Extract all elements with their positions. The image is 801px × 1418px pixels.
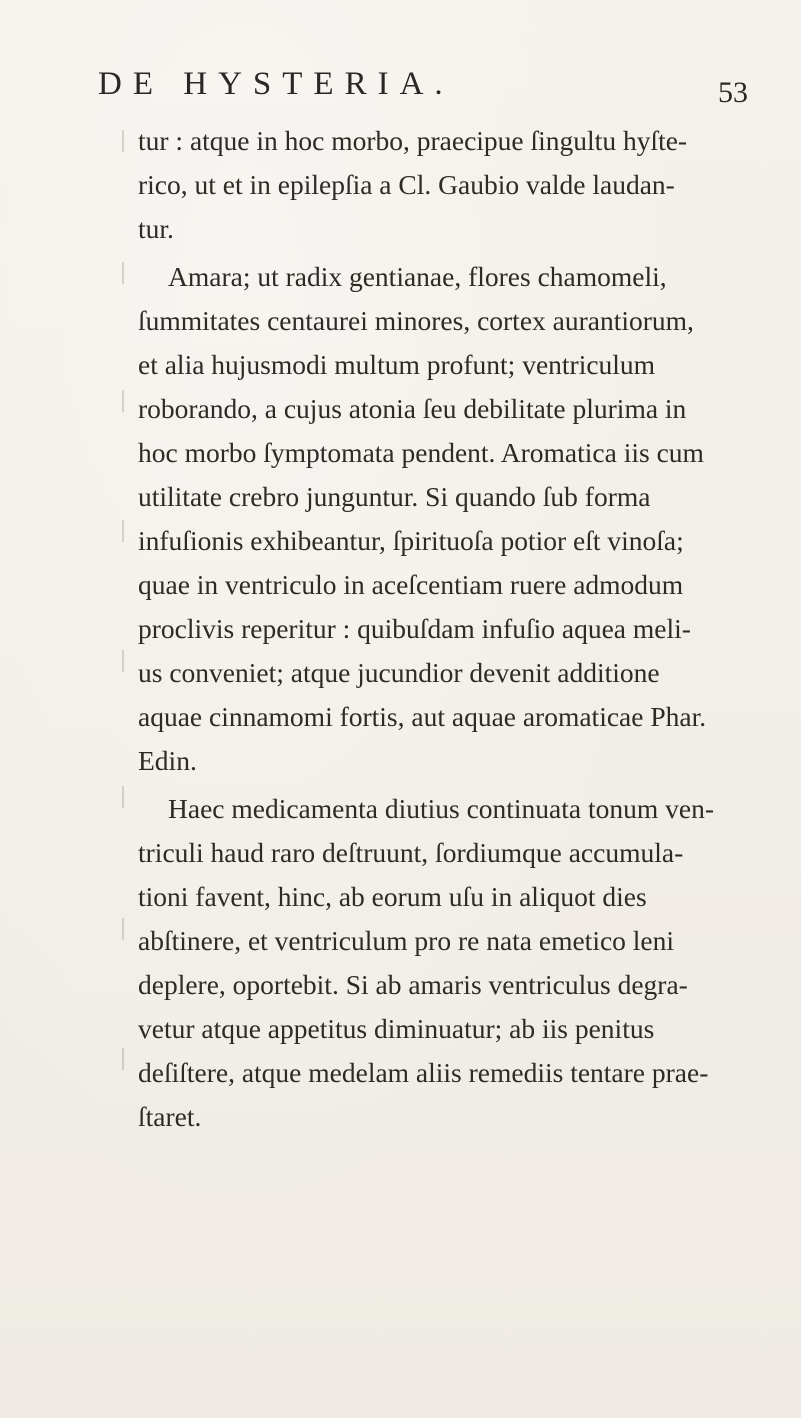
text-line: tur : atque in hoc morbo, praecipue ſingultu hyſte- xyxy=(138,125,688,156)
text-line: abſtinere, et ventriculum pro re nata emetico leni xyxy=(138,925,675,956)
text-line: us conveniet; atque jucundior devenit additione xyxy=(138,657,660,688)
text-line: quae in ventriculo in aceſcentiam ruere admodum xyxy=(138,569,684,600)
text-line: deſiſtere, atque medelam aliis remediis tentare prae- xyxy=(138,1057,709,1088)
text-line: et alia hujusmodi multum profunt; ventriculum xyxy=(138,349,656,380)
text-line: proclivis reperitur : quibuſdam infuſio aquea meli- xyxy=(138,613,691,644)
text-line: vetur atque appetitus diminuatur; ab iis penitus xyxy=(138,1013,655,1044)
text-line: infuſionis exhibeantur, ſpirituoſa potior eſt vinoſa; xyxy=(138,525,684,556)
text-line: tur. xyxy=(138,213,174,244)
margin-mark xyxy=(122,650,124,672)
text-line: Amara; ut radix gentianae, flores chamomeli, xyxy=(168,261,667,292)
margin-mark xyxy=(122,262,124,284)
margin-mark xyxy=(122,1048,124,1070)
margin-mark xyxy=(122,520,124,542)
margin-mark xyxy=(122,918,124,940)
text-line: ſtaret. xyxy=(138,1101,202,1132)
text-line: tioni favent, hinc, ab eorum uſu in aliquot dies xyxy=(138,881,647,912)
text-line: roborando, a cujus atonia ſeu debilitate plurima in xyxy=(138,393,687,424)
page-header xyxy=(0,66,801,116)
text-line: aquae cinnamomi fortis, aut aquae aromaticae Phar. xyxy=(138,701,707,732)
text-line: Haec medicamenta diutius continuata tonum ven- xyxy=(168,793,714,824)
page-number: 53 xyxy=(718,76,748,109)
text-line: utilitate crebro junguntur. Si quando ſub forma xyxy=(138,481,651,512)
margin-mark xyxy=(122,786,124,808)
text-line: deplere, oportebit. Si ab amaris ventriculus degra- xyxy=(138,969,688,1000)
text-line: Edin. xyxy=(138,745,197,776)
margin-mark xyxy=(122,390,124,412)
text-line: triculi haud raro deſtruunt, ſordiumque accumula- xyxy=(138,837,684,868)
running-title: DE HYSTERIA. xyxy=(98,66,454,102)
text-line: hoc morbo ſymptomata pendent. Aromatica iis cum xyxy=(138,437,704,468)
text-line: rico, ut et in epilepſia a Cl. Gaubio valde laudan- xyxy=(138,169,675,200)
text-line: ſummitates centaurei minores, cortex aurantiorum, xyxy=(138,305,694,336)
margin-mark xyxy=(122,130,124,152)
